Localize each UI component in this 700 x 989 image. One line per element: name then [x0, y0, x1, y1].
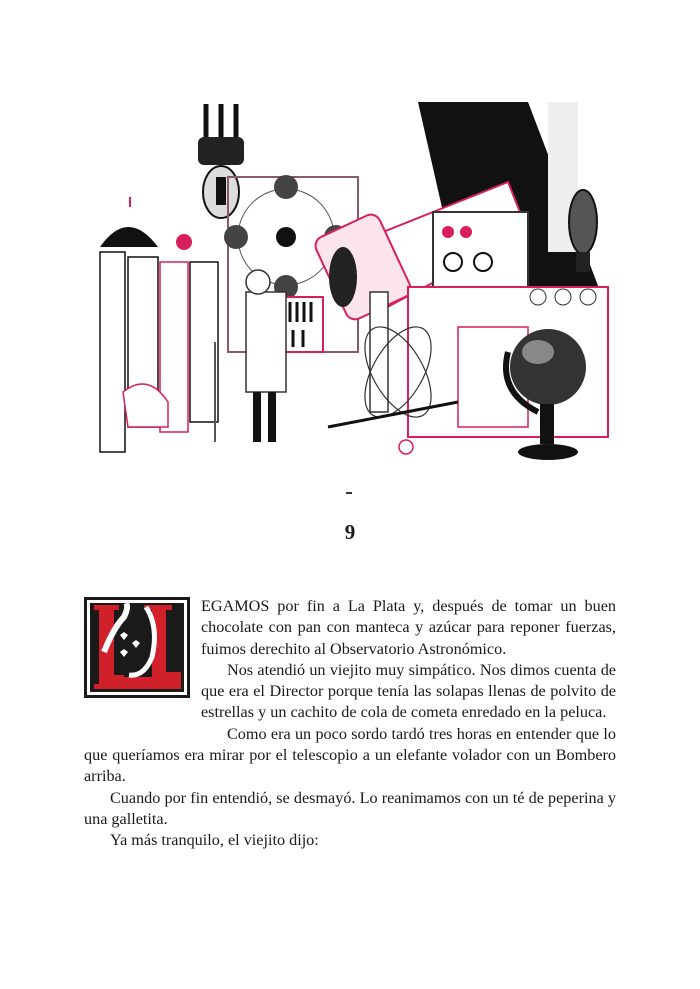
paragraph-4: Cuando por fin entendió, se desmayó. Lo reanimamos con un té de peperina y una galletita.	[84, 788, 616, 828]
observatory-illustration	[88, 82, 618, 497]
director-figure	[215, 270, 286, 442]
paragraph-1: EGAMOS por fin a La Plata y, después de tomar un buen chocolate con pan con manteca y azúcar para reponer fuerzas, fuimos derechito al Observatorio Astronómico.	[201, 597, 616, 658]
chapter-body	[84, 596, 616, 852]
chapter-number: 9	[344, 520, 356, 544]
paragraph-2: Nos atendió un viejito muy simpático. Nos dimos cuenta de que era el Director porque tenía las solapas llenas de polvito de estrellas y un cachito de cola de cometa enredado en la peluca.	[201, 660, 616, 722]
drop-cap-spacer	[84, 596, 201, 724]
paragraph-5: Ya más tranquilo, el viejito dijo:	[110, 831, 319, 850]
paragraph-3: Como era un poco sordo tardó tres horas en entender que lo que queríamos era mirar por el telescopio a un elefante volador con un Bombero arriba.	[84, 724, 616, 786]
children-group	[100, 197, 218, 452]
globe-icon	[506, 329, 586, 460]
lamp-icon	[198, 104, 244, 218]
